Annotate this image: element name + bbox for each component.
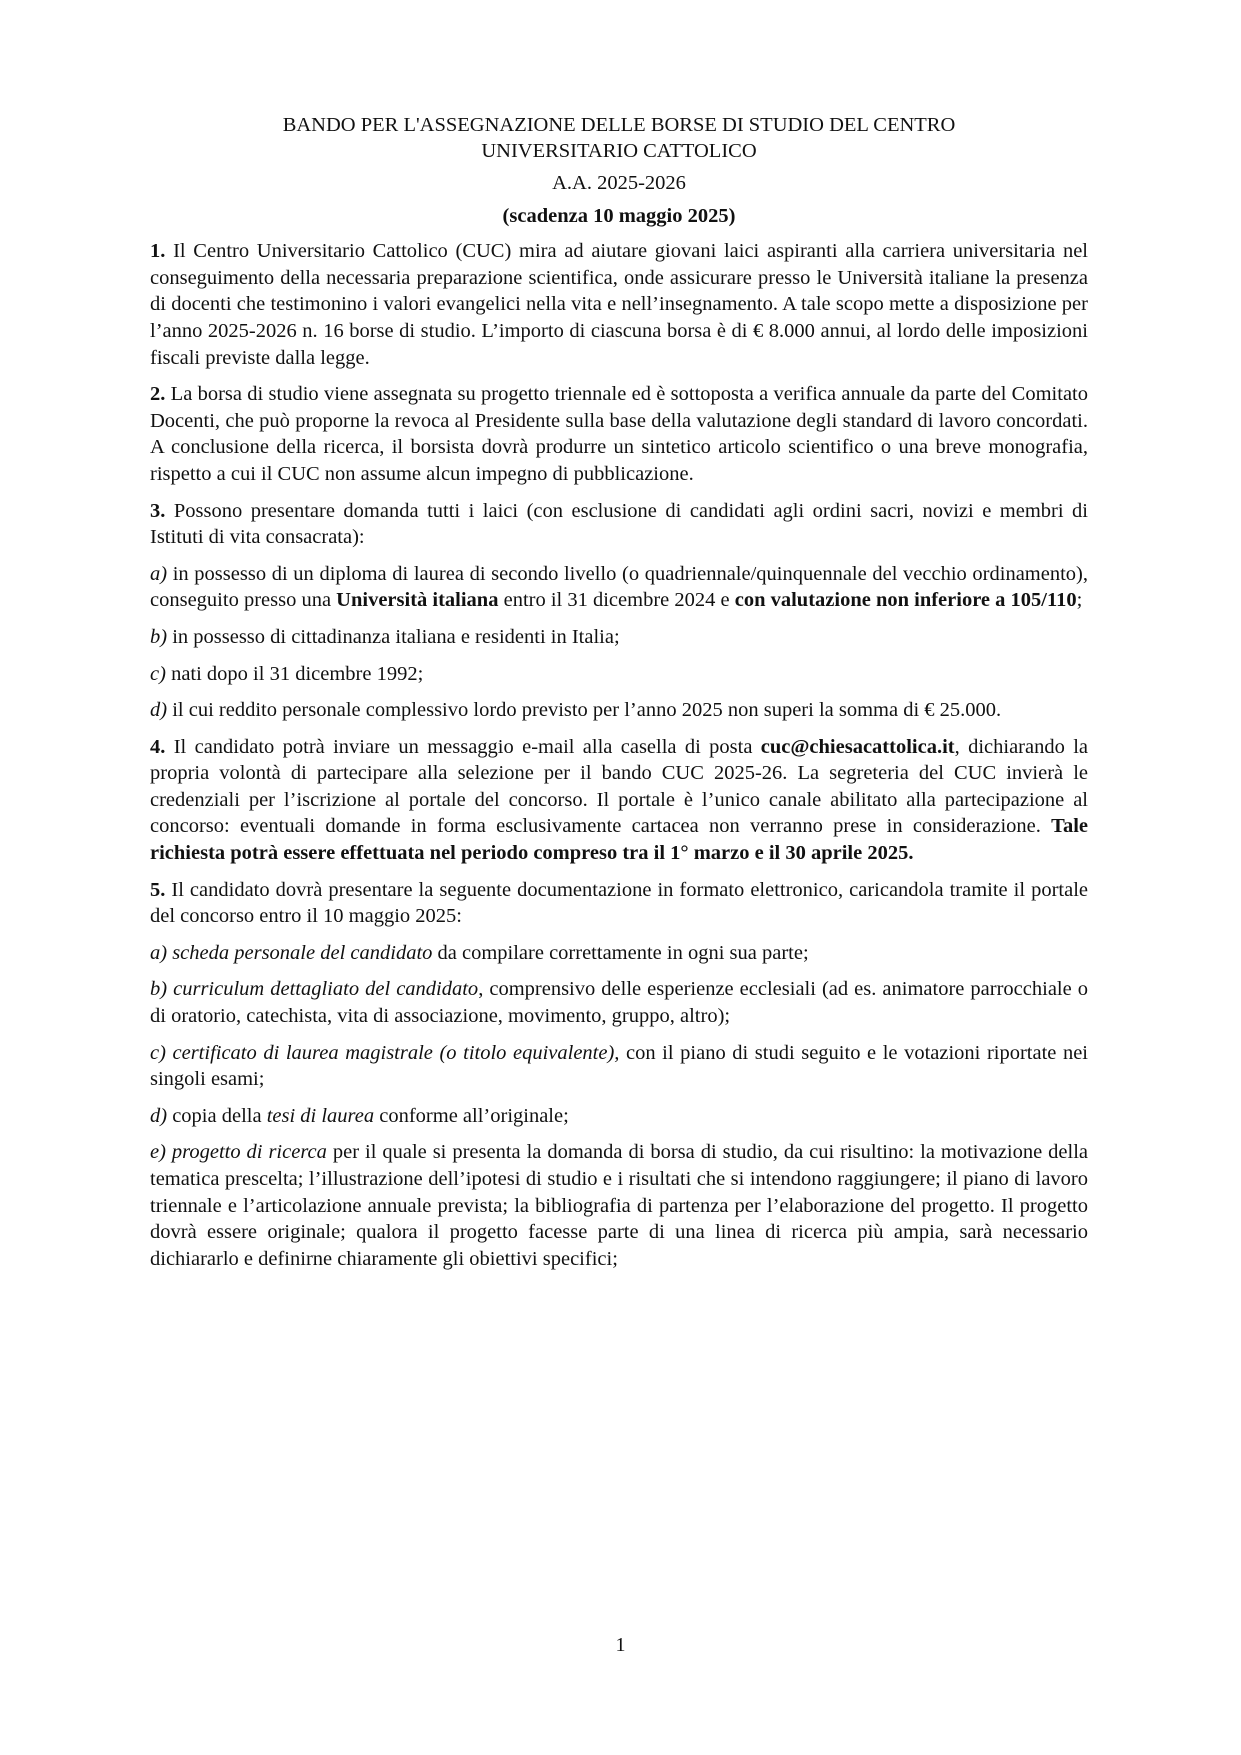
item-label: b)	[150, 625, 168, 648]
page-number: 1	[615, 1634, 626, 1656]
document-c	[150, 1040, 1088, 1093]
item-text: da compilare correttamente in ogni sua parte;	[432, 941, 809, 964]
section-2	[150, 381, 1088, 487]
section-5	[150, 877, 1088, 930]
section-text: , dichiarando la propria volontà di partecipare alla selezione per il bando CUC 2025-26. La segreteria del CUC invierà le credenziali per l’iscrizione al portale del concorso. Il portale è l’unico canale abilitato alla partecipazione al concorso: eventuali domande in forma esclusivamente cartacea non verranno prese in considerazione.	[150, 735, 1088, 838]
item-text: conforme all’originale;	[374, 1104, 569, 1127]
section-3	[150, 498, 1088, 551]
section-text: Il candidato potrà inviare un messaggio e-mail alla casella di posta	[165, 735, 761, 758]
email-address[interactable]: cuc@chiesacattolica.it	[760, 735, 955, 758]
section-number: 5.	[150, 878, 166, 901]
item-title: c) certificato di laurea magistrale (o titolo equivalente),	[150, 1041, 620, 1064]
item-text: in possesso di cittadinanza italiana e residenti in Italia;	[167, 625, 620, 648]
document-a	[150, 940, 1088, 967]
academic-year: A.A. 2025-2026	[552, 172, 686, 194]
item-label: d)	[150, 1104, 168, 1127]
section-number: 3.	[150, 499, 166, 522]
item-text: entro il 31 dicembre 2024 e	[498, 589, 735, 612]
title-line-2: UNIVERSITARIO CATTOLICO	[481, 140, 757, 162]
item-title: a) scheda personale del candidato	[150, 941, 433, 964]
item-text: per il quale si presenta la domanda di borsa di studio, da cui risultino: la motivazione della tematica prescelta; l’illustrazione dell’ipotesi di studio e i risultati che si intendono raggiungere; il piano di lavoro triennale e l’articolazione annuale prevista; la bibliografia di partenza per l’elaborazione del progetto. Il progetto dovrà essere originale; qualora il progetto facesse parte di una linea di ricerca più ampia, sarà necessario dichiararlo e definirne chiaramente gli obiettivi specifici;	[150, 1141, 1089, 1270]
section-text: La borsa di studio viene assegnata su progetto triennale ed è sottoposta a verifica annuale da parte del Comitato Docenti, che può proporne la revoca al Presidente sulla base della valutazione degli standard di lavoro concordati. A conclusione della ricerca, il borsista dovrà produrre un sintetico articolo scientifico o una breve monografia, rispetto a cui il CUC non assume alcun impegno di pubblicazione.	[150, 383, 1088, 485]
item-text: in possesso di un diploma di laurea di secondo livello (o quadriennale/quinquennale del vecchio ordinamento), conseguito presso una	[150, 562, 1088, 612]
item-text: con il piano di studi seguito e le votazioni riportate nei singoli esami;	[150, 1041, 1088, 1091]
requirement-c	[150, 661, 1088, 688]
requirement-a	[150, 561, 1088, 614]
document-d	[150, 1103, 1088, 1130]
section-number: 4.	[150, 735, 166, 758]
item-text: il cui reddito personale complessivo lordo previsto per l’anno 2025 non superi la somma di € 25.000.	[167, 699, 1002, 722]
item-text: ;	[1076, 589, 1083, 612]
section-4	[150, 734, 1088, 867]
request-period: Tale richiesta potrà essere effettuata nel periodo compreso tra il 1° marzo e il 30 aprile 2025.	[150, 815, 1088, 865]
item-label: c)	[150, 662, 166, 685]
section-text: Il candidato dovrà presentare la seguente documentazione in formato elettronico, caricandola tramite il portale del concorso entro il 10 maggio 2025:	[150, 878, 1088, 928]
section-number: 1.	[150, 240, 166, 263]
requirement-b	[150, 624, 1088, 651]
document-page	[150, 112, 1088, 1272]
item-text: copia della	[167, 1104, 267, 1127]
item-bold-university: Università italiana	[336, 589, 499, 612]
section-1	[150, 238, 1088, 371]
requirement-d	[150, 697, 1088, 724]
section-text: Il Centro Universitario Cattolico (CUC) mira ad aiutare giovani laici aspiranti alla carriera universitaria nel conseguimento della necessaria preparazione scientifica, onde assicurare presso le Università italiane la presenza di docenti che testimonino i valori evangelici nella vita e nell’insegnamento. A tale scopo mette a disposizione per l’anno 2025-2026 n. 16 borse di studio. L’importo di ciascuna borsa è di € 8.000 annui, al lordo delle imposizioni fiscali previste dalla legge.	[150, 240, 1088, 369]
section-text: Possono presentare domanda tutti i laici (con esclusione di candidati agli ordini sacri, novizi e membri di Istituti di vita consacrata):	[150, 499, 1088, 549]
item-title: e) progetto di ricerca	[150, 1141, 327, 1164]
item-title: tesi di laurea	[266, 1104, 375, 1127]
document-e	[150, 1139, 1088, 1272]
deadline: (scadenza 10 maggio 2025)	[502, 204, 736, 227]
item-bold-grade: con valutazione non inferiore a 105/110	[734, 589, 1077, 612]
item-title: b) curriculum dettagliato del candidato	[150, 978, 479, 1001]
item-text: nati dopo il 31 dicembre 1992;	[165, 662, 424, 685]
item-label: d)	[150, 699, 168, 722]
title-line-1: BANDO PER L'ASSEGNAZIONE DELLE BORSE DI STUDIO DEL CENTRO	[282, 114, 956, 136]
item-label: a)	[150, 562, 168, 585]
document-title	[150, 112, 1088, 164]
document-b	[150, 976, 1088, 1029]
item-text: , comprensivo delle esperienze ecclesiali (ad es. animatore parrocchiale o di oratorio, catechista, vita di associazione, movimento, gruppo, altro);	[150, 978, 1088, 1028]
section-number: 2.	[150, 383, 166, 406]
